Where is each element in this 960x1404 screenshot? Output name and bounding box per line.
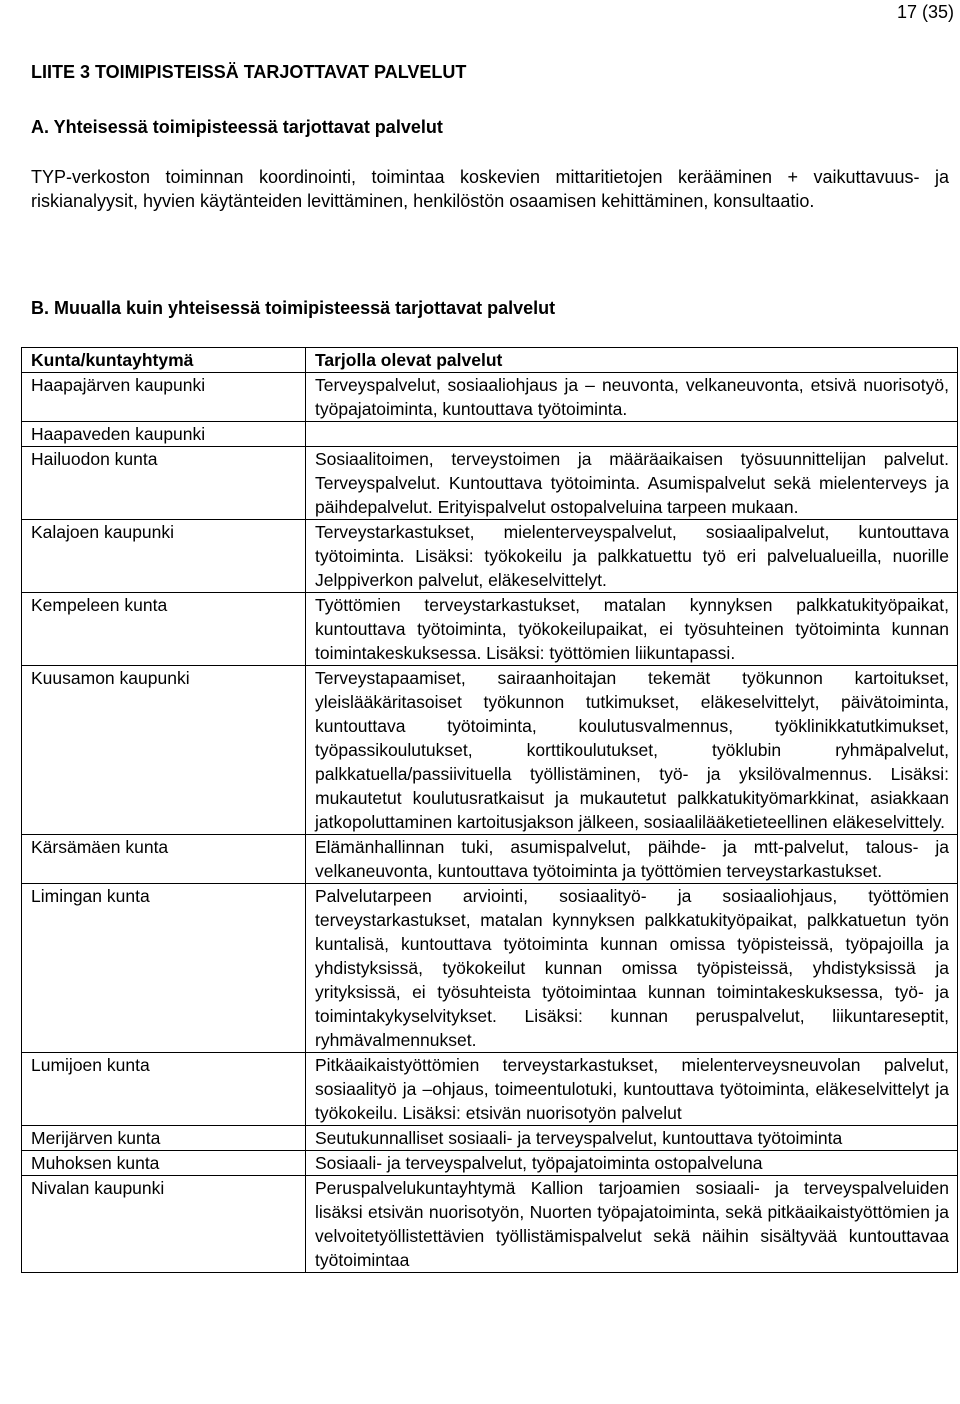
table-row <box>22 373 958 422</box>
table-row <box>22 1053 958 1126</box>
services-cell: Työttömien terveystarkastukset, matalan kynnyksen palkkatukityöpaikat, kuntouttava työtoiminta, työkokeilupaikat, ei työsuhteinen työtoiminta kunnan toimintakeskuksessa. Lisäksi: työttömien liikuntapassi. <box>306 593 958 666</box>
section-b-heading: B. Muualla kuin yhteisessä toimipisteessä tarjottavat palvelut <box>31 298 556 318</box>
table-row <box>22 447 958 520</box>
appendix-title: LIITE 3 TOIMIPISTEISSÄ TARJOTTAVAT PALVELUT <box>31 62 467 82</box>
municipality-cell: Kuusamon kaupunki <box>22 666 306 835</box>
services-table <box>21 347 958 1273</box>
municipality-cell: Haapaveden kaupunki <box>22 422 306 447</box>
table-row <box>22 1126 958 1151</box>
municipality-cell: Kalajoen kaupunki <box>22 520 306 593</box>
municipality-cell: Hailuodon kunta <box>22 447 306 520</box>
services-cell: Seutukunnalliset sosiaali- ja terveyspalvelut, kuntouttava työtoiminta <box>306 1126 958 1151</box>
services-cell: Terveyspalvelut, sosiaaliohjaus ja – neuvonta, velkaneuvonta, etsivä nuorisotyö, työpajatoiminta, kuntouttava työtoiminta. <box>306 373 958 422</box>
municipality-cell: Haapajärven kaupunki <box>22 373 306 422</box>
municipality-cell: Kempeleen kunta <box>22 593 306 666</box>
services-cell: Pitkäaikaistyöttömien terveystarkastukset, mielenterveysneuvolan palvelut, sosiaalityö ja –ohjaus, toimeentulotuki, kuntouttava työtoiminta, eläkeselvittelyt ja työkokeilu. Lisäksi: etsivän nuorisotyön palvelut <box>306 1053 958 1126</box>
services-cell: Sosiaali- ja terveyspalvelut, työpajatoiminta ostopalveluna <box>306 1151 958 1176</box>
header-municipality: Kunta/kuntayhtymä <box>22 348 306 373</box>
table-row <box>22 520 958 593</box>
table-row <box>22 666 958 835</box>
header-services: Tarjolla olevat palvelut <box>306 348 958 373</box>
municipality-cell: Limingan kunta <box>22 884 306 1053</box>
municipality-cell: Merijärven kunta <box>22 1126 306 1151</box>
municipality-cell: Lumijoen kunta <box>22 1053 306 1126</box>
services-cell: Terveystapaamiset, sairaanhoitajan tekemät työkunnon kartoitukset, yleislääkäritasoiset työkunnon tutkimukset, eläkeselvittelyt, päivätoiminta, kuntouttava työtoiminta, koulutusvalmennus, työklinikkatutkimukset, työpassikoulutukset, korttikoulutukset, työklubin ryhmäpalvelut, palkkatuella/passiivituella työllistäminen, työ- ja yksilövalmennus. Lisäksi: mukautetut koulutusratkaisut ja mukautetut palkkatukityömarkkinat, asiakkaan jatkopoluttaminen kartoitusjakson jälkeen, sosiaalilääketieteellinen eläkeselvittely. <box>306 666 958 835</box>
services-cell: Peruspalvelukuntayhtymä Kallion tarjoamien sosiaali- ja terveyspalveluiden lisäksi etsivän nuorisotyön, Nuorten työpajatoiminta, sekä pitkäaikaistyöttömien ja velvoitetyöllistettävien työllistämispalvelut sekä näihin sisältyvää kuntouttavaa työtoimintaa <box>306 1176 958 1273</box>
table-row <box>22 884 958 1053</box>
table-row <box>22 1176 958 1273</box>
table-row <box>22 1151 958 1176</box>
municipality-cell: Nivalan kaupunki <box>22 1176 306 1273</box>
table-header-row <box>22 348 958 373</box>
services-cell: Palvelutarpeen arviointi, sosiaalityö- ja sosiaaliohjaus, työttömien terveystarkastukset, matalan kynnyksen palkkatukityöpaikat, palkkatuetun työn kuntalisä, kuntouttava työtoiminta kunnan omissa työpisteissä, työpajoilla ja yhdistyksissä, työkokeilut kunnan omissa työpisteissä, yhdistyksissä ja yrityksissä, ei työsuhteista työtoimintaa kunnan toimintakeskuksessa, työ- ja toimintakykyselvitykset. Lisäksi: kunnan peruspalvelut, liikuntareseptit, ryhmävalmennukset. <box>306 884 958 1053</box>
page-number: 17 (35) <box>896 2 954 22</box>
table-row <box>22 422 958 447</box>
services-cell: Terveystarkastukset, mielenterveyspalvelut, sosiaalipalvelut, kuntouttava työtoiminta. Lisäksi: työkokeilu ja palkkatuettu työ eri palvelualueilla, nuorille Jelppiverkon palvelut, eläkeselvittelyt. <box>306 520 958 593</box>
section-a-heading: A. Yhteisessä toimipisteessä tarjottavat palvelut <box>31 117 443 137</box>
services-cell: Sosiaalitoimen, terveystoimen ja määräaikaisen työsuunnittelijan palvelut. Terveyspalvelut. Kuntouttava työtoiminta. Asumispalvelut sekä mielenterveys ja päihdepalvelut. Erityispalvelut ostopalveluina tarpeen mukaan. <box>306 447 958 520</box>
services-cell: Elämänhallinnan tuki, asumispalvelut, päihde- ja mtt-palvelut, talous- ja velkaneuvonta, kuntouttava työtoiminta ja työttömien terveystarkastukset. <box>306 835 958 884</box>
table-row <box>22 835 958 884</box>
municipality-cell: Kärsämäen kunta <box>22 835 306 884</box>
services-cell <box>306 422 958 447</box>
section-a-text: TYP-verkoston toiminnan koordinointi, toimintaa koskevien mittaritietojen kerääminen + vaikuttavuus- ja riskianalyysit, hyvien käytänteiden levittäminen, henkilöstön osaamisen kehittäminen, konsultaatio. <box>31 167 949 211</box>
table-row <box>22 593 958 666</box>
municipality-cell: Muhoksen kunta <box>22 1151 306 1176</box>
